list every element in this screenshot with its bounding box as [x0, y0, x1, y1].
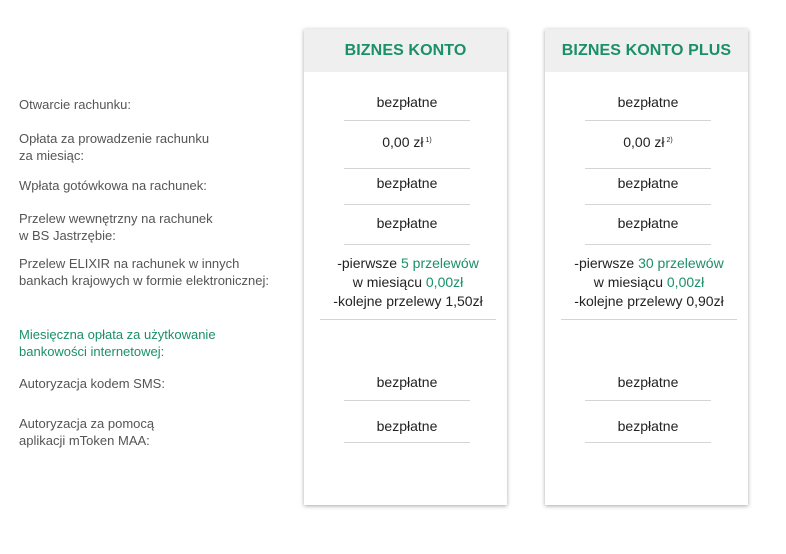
label-elixir-line1: Przelew ELIXIR na rachunek w innych: [19, 256, 240, 271]
value-internal-transfer: bezpłatne: [585, 214, 711, 245]
value-sms-auth: bezpłatne: [344, 373, 470, 401]
label-internal-line1: Przelew wewnętrzny na rachunek: [19, 211, 213, 226]
elixir-month: w miesiącu: [352, 274, 422, 290]
plan-title: BIZNES KONTO: [304, 29, 507, 72]
elixir-free-count: 5 przelewów: [400, 255, 479, 271]
value-maintenance: [585, 133, 711, 169]
label-mtoken-line2: aplikacji mToken MAA:: [19, 433, 150, 448]
value-elixir-transfer: [561, 254, 737, 320]
label-maintenance-line2: za miesiąc:: [19, 148, 85, 163]
elixir-prefix: -pierwsze: [337, 255, 398, 271]
label-elixir-line2: bankach krajowych w formie elektronicznej:: [19, 273, 269, 288]
label-mtoken-line1: Autoryzacja za pomocą: [19, 416, 155, 431]
footnote-marker: 2): [666, 137, 673, 144]
label-cash-deposit: Wpłata gotówkowa na rachunek:: [19, 178, 207, 193]
label-online-line2: bankowości internetowej:: [19, 344, 165, 359]
footnote-marker: 1): [425, 137, 432, 144]
elixir-free-count: 30 przelewów: [638, 255, 724, 271]
label-opening: Otwarcie rachunku:: [19, 97, 131, 112]
value-maintenance: [344, 133, 470, 169]
value-opening: bezpłatne: [585, 93, 711, 121]
label-internal-transfer: [19, 210, 299, 244]
value-maintenance-amount: 0,00 zł: [623, 134, 665, 150]
label-maintenance: [19, 130, 299, 164]
label-sms-auth: Autoryzacja kodem SMS:: [19, 376, 165, 391]
value-sms-auth: bezpłatne: [585, 373, 711, 401]
elixir-month: w miesiącu: [593, 274, 663, 290]
value-cash-deposit: bezpłatne: [585, 174, 711, 205]
plan-card-biznes-konto: [304, 29, 507, 505]
label-online-banking-fee: [19, 326, 299, 360]
elixir-free-value: 0,00zł: [666, 274, 705, 290]
elixir-prefix: -pierwsze: [574, 255, 635, 271]
label-maintenance-line1: Opłata za prowadzenie rachunku: [19, 131, 210, 146]
row-labels: [0, 0, 300, 554]
label-online-line1: Miesięczna opłata za użytkowanie: [19, 327, 216, 342]
elixir-free-value: 0,00zł: [425, 274, 464, 290]
value-cash-deposit: bezpłatne: [344, 174, 470, 205]
plan-title: BIZNES KONTO PLUS: [545, 29, 748, 72]
value-maintenance-amount: 0,00 zł: [382, 134, 424, 150]
value-elixir-transfer: [320, 254, 496, 320]
label-elixir-transfer: [19, 255, 299, 289]
elixir-next-fee: -kolejne przelewy 1,50zł: [333, 293, 483, 309]
plan-card-biznes-konto-plus: [545, 29, 748, 505]
value-mtoken-auth: bezpłatne: [585, 417, 711, 443]
value-internal-transfer: bezpłatne: [344, 214, 470, 245]
label-mtoken-auth: [19, 415, 299, 449]
elixir-next-fee: -kolejne przelewy 0,90zł: [574, 293, 724, 309]
value-mtoken-auth: bezpłatne: [344, 417, 470, 443]
label-internal-line2: w BS Jastrzębie:: [19, 228, 116, 243]
value-opening: bezpłatne: [344, 93, 470, 121]
